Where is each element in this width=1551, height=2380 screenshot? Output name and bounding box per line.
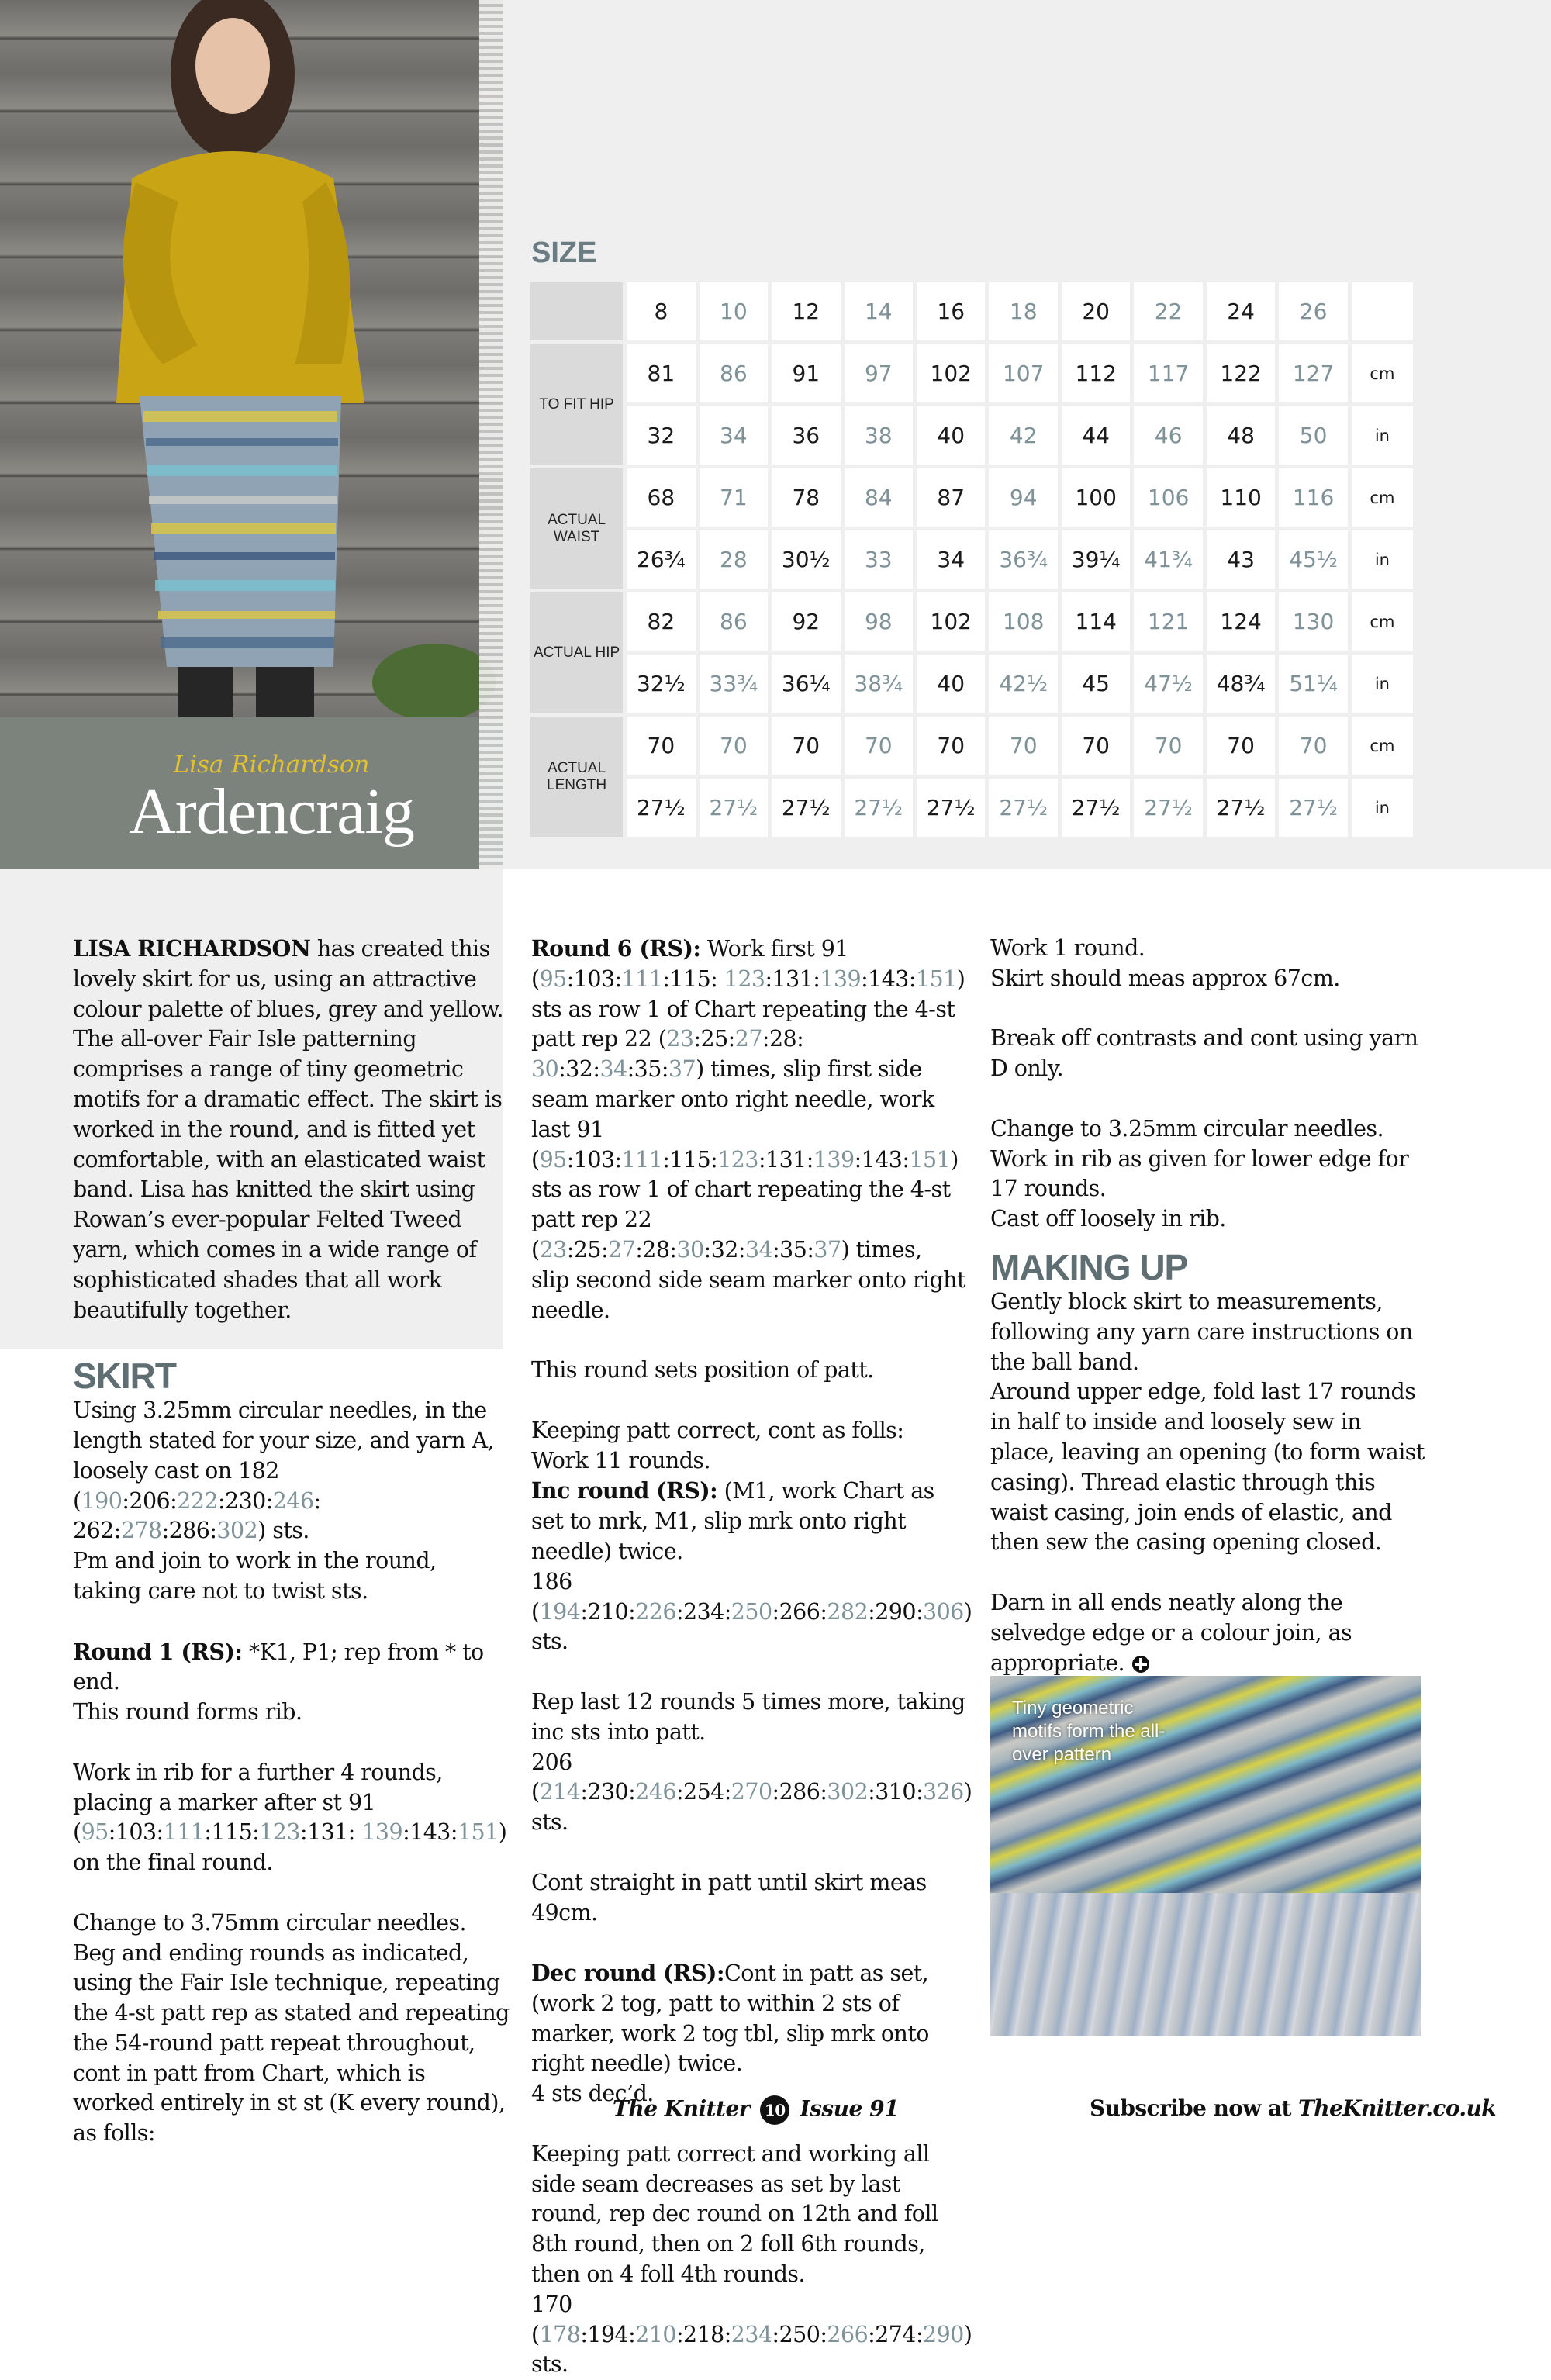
size-value-cell: 27½ bbox=[772, 779, 840, 837]
work-11: Work 11 rounds. bbox=[531, 1447, 710, 1473]
text-segment: Work first 91 ( bbox=[531, 936, 848, 992]
size-value-cell: 70 bbox=[1279, 717, 1347, 775]
column-2 bbox=[531, 934, 972, 2380]
unit-cell: in bbox=[1352, 779, 1413, 837]
size-value-cell: 33 bbox=[845, 530, 913, 589]
size-row bbox=[530, 406, 1413, 465]
text-segment: :310: bbox=[868, 1779, 924, 1805]
size-cell: 24 bbox=[1207, 282, 1275, 340]
size-value-cell: 38¾ bbox=[845, 655, 913, 713]
alt-size-value: 246 bbox=[272, 1487, 314, 1514]
size-value-cell: 81 bbox=[627, 344, 695, 402]
seq bbox=[531, 936, 965, 1323]
alt-size-value: 111 bbox=[621, 1146, 663, 1173]
round1-text: *K1, P1; rep from * to end. bbox=[73, 1639, 484, 1695]
column-3 bbox=[990, 934, 1425, 1708]
alt-size-value: 302 bbox=[827, 1779, 869, 1805]
alt-size-value: 151 bbox=[915, 965, 957, 992]
text-segment: :32: bbox=[558, 1056, 600, 1083]
text-segment: :266: bbox=[772, 1598, 827, 1625]
break-off-paragraph: Break off contrasts and cont using yarn D only. bbox=[990, 1025, 1418, 1082]
text-segment: :25: bbox=[566, 1236, 609, 1263]
unit-cell: cm bbox=[1352, 468, 1413, 527]
column-1 bbox=[73, 934, 511, 2179]
alt-size-value: 270 bbox=[731, 1779, 772, 1805]
text-segment: :194: bbox=[580, 2321, 636, 2347]
text-segment: :35: bbox=[627, 1056, 668, 1083]
dec-count: 4 sts dec’d. bbox=[531, 2081, 654, 2107]
size-value-cell: 48 bbox=[1207, 406, 1275, 465]
size-value-cell: 38 bbox=[845, 406, 913, 465]
text-segment: ) sts. bbox=[531, 1779, 972, 1836]
round6-label: Round 6 (RS): bbox=[531, 935, 701, 962]
text-segment: :131: bbox=[299, 1819, 362, 1846]
size-value-cell: 70 bbox=[700, 717, 768, 775]
swatch-caption: Tiny geometric motifs form the all-over pattern bbox=[1012, 1698, 1166, 1765]
unit-cell bbox=[1352, 282, 1413, 340]
size-value-cell: 47½ bbox=[1134, 655, 1202, 713]
size-row bbox=[530, 344, 1413, 402]
end-mark-icon bbox=[1131, 1655, 1150, 1674]
text-segment: 206 ( bbox=[531, 1749, 572, 1805]
size-value-cell: 82 bbox=[627, 592, 695, 651]
size-value-cell: 40 bbox=[917, 655, 985, 713]
alt-size-value: 194 bbox=[539, 1598, 581, 1625]
size-value-cell: 98 bbox=[845, 592, 913, 651]
text-segment: :230: bbox=[217, 1487, 273, 1514]
text-segment: :230: bbox=[580, 1779, 636, 1805]
size-value-cell: 42 bbox=[989, 406, 1057, 465]
page-number: 10 bbox=[760, 2095, 789, 2125]
alt-size-value: 151 bbox=[909, 1146, 951, 1173]
size-value-cell: 32½ bbox=[627, 655, 695, 713]
alt-size-value: 95 bbox=[539, 1146, 567, 1173]
size-value-cell: 41¾ bbox=[1134, 530, 1202, 589]
alt-size-value: 123 bbox=[724, 965, 765, 992]
size-value-cell: 70 bbox=[772, 717, 840, 775]
size-value-cell: 117 bbox=[1134, 344, 1202, 402]
alt-size-value: 139 bbox=[820, 965, 862, 992]
size-value-cell: 107 bbox=[989, 344, 1057, 402]
text-segment: :28: bbox=[762, 1026, 804, 1052]
alt-size-value: 27 bbox=[734, 1026, 762, 1052]
size-value-cell: 36¾ bbox=[989, 530, 1057, 589]
intro-paragraph bbox=[73, 934, 511, 1325]
text-segment: Using 3.25mm circular needles, in the length stated for your size, and yarn A, loosely cast on 182 ( bbox=[73, 1397, 494, 1514]
alt-size-value: 95 bbox=[539, 965, 567, 992]
size-value-cell: 87 bbox=[917, 468, 985, 527]
round6-paragraph bbox=[531, 934, 965, 1325]
row-label: TO FIT HIP bbox=[530, 344, 623, 465]
model-photo bbox=[0, 0, 503, 717]
alt-size-value: 111 bbox=[163, 1819, 205, 1846]
size-value-cell: 42½ bbox=[989, 655, 1057, 713]
darn-text: Darn in all ends neatly along the selvedge edge or a colour join, as appropriate. bbox=[990, 1589, 1352, 1676]
round1-label: Round 1 (RS): bbox=[73, 1638, 243, 1665]
text-segment: :115: bbox=[662, 965, 724, 992]
text-segment: :131: bbox=[765, 965, 820, 992]
alt-size-value: 151 bbox=[457, 1819, 499, 1846]
unit-cell: in bbox=[1352, 406, 1413, 465]
text-segment: :254: bbox=[675, 1779, 731, 1805]
size-cell: 12 bbox=[772, 282, 840, 340]
text-segment: :286: bbox=[772, 1779, 827, 1805]
size-value-cell: 28 bbox=[700, 530, 768, 589]
footer-subscribe[interactable] bbox=[1090, 2095, 1496, 2121]
alt-size-value: 123 bbox=[717, 1146, 758, 1173]
change-needles-paragraph: Change to 3.75mm circular needles. Beg and ending rounds as indicated, using the Fair Isle technique, repeating the 4-st patt rep as stated and repeating the 54-round patt repeat throughout, cont in patt from Chart, which is worked entirely in st st (K every round), as folls: bbox=[73, 1909, 510, 2147]
size-cell: 16 bbox=[917, 282, 985, 340]
intro-text: has created this lovely skirt for us, using an attractive colour palette of blues, grey and yellow. The all-over Fair Isle patterning comprises a range of tiny geometric motifs for a dramatic effect. The skirt is worked in the round, and is fitted yet comfortable, with an elasticated waist band. Lisa has knitted the skirt using Rowan’s ever-popular Felted Tweed yarn, which comes in a wide range of sophisticated shades that all work beautifully together. bbox=[73, 936, 503, 1323]
text-segment: :143: bbox=[402, 1819, 458, 1846]
size-row bbox=[530, 655, 1413, 713]
size-value-cell: 27½ bbox=[917, 779, 985, 837]
size-row bbox=[530, 592, 1413, 651]
unit-cell: in bbox=[1352, 530, 1413, 589]
seq bbox=[531, 2292, 972, 2347]
alt-size-value: 123 bbox=[259, 1819, 300, 1846]
size-value-cell: 70 bbox=[917, 717, 985, 775]
size-value-cell: 121 bbox=[1134, 592, 1202, 651]
size-value-cell: 33¾ bbox=[700, 655, 768, 713]
size-corner-cell bbox=[530, 282, 623, 340]
size-value-cell: 68 bbox=[627, 468, 695, 527]
size-value-cell: 51¼ bbox=[1279, 655, 1347, 713]
size-value-cell: 50 bbox=[1279, 406, 1347, 465]
size-value-cell: 114 bbox=[1062, 592, 1130, 651]
inc-text: (M1, work Chart as set to mrk, M1, slip mrk onto right needle) twice. bbox=[531, 1478, 934, 1564]
size-heading: SIZE bbox=[531, 237, 597, 269]
text-segment: :32: bbox=[703, 1236, 745, 1263]
text-segment: :286: bbox=[161, 1518, 217, 1544]
size-value-cell: 92 bbox=[772, 592, 840, 651]
issue-number: Issue 91 bbox=[800, 2095, 900, 2122]
size-cell: 18 bbox=[989, 282, 1057, 340]
block-paragraph: Gently block skirt to measurements, following any yarn care instructions on the ball band. bbox=[990, 1288, 1413, 1375]
alt-size-value: 178 bbox=[539, 2321, 581, 2347]
seq bbox=[531, 1750, 972, 1836]
size-value-cell: 43 bbox=[1207, 530, 1275, 589]
pattern-title: Ardencraig bbox=[129, 775, 414, 848]
alt-size-value: 290 bbox=[923, 2321, 964, 2347]
size-value-cell: 127 bbox=[1279, 344, 1347, 402]
size-value-cell: 70 bbox=[1062, 717, 1130, 775]
count-170-sts: sts. bbox=[531, 2351, 568, 2378]
text-segment: ) bbox=[963, 2321, 972, 2347]
keep-dec: Keeping patt correct and working all side seam decreases as set by last round, rep dec round on 12th and foll 8th round, then on 2 foll 6th rounds, then on 4 foll 4th rounds. bbox=[531, 2140, 938, 2288]
text-segment: ) on the final round. bbox=[73, 1819, 507, 1876]
change-paragraph: Change to 3.25mm circular needles. bbox=[990, 1115, 1384, 1142]
size-row bbox=[530, 717, 1413, 775]
alt-size-value: 302 bbox=[216, 1518, 258, 1544]
text-segment: :210: bbox=[580, 1598, 636, 1625]
text-segment: :103: bbox=[108, 1819, 164, 1846]
skirt-heading: SKIRT bbox=[73, 1356, 176, 1397]
alt-size-value: 246 bbox=[635, 1779, 676, 1805]
unit-cell: cm bbox=[1352, 592, 1413, 651]
text-segment: :250: bbox=[772, 2321, 827, 2347]
dec-text: Cont in patt as set, (work 2 tog, patt to within 2 sts of marker, work 2 tog tbl, slip mrk onto right needle) twice. bbox=[531, 1960, 929, 2077]
designer-name: Lisa Richardson bbox=[173, 751, 370, 779]
text-segment: :206: bbox=[122, 1487, 178, 1514]
size-value-cell: 39¼ bbox=[1062, 530, 1130, 589]
size-value-cell: 40 bbox=[917, 406, 985, 465]
keep-patt: Keeping patt correct, cont as folls: bbox=[531, 1417, 904, 1443]
text-segment: 170 ( bbox=[531, 2291, 572, 2347]
dec-label: Dec round (RS): bbox=[531, 1960, 724, 1987]
size-cell: 14 bbox=[845, 282, 913, 340]
alt-size-value: 111 bbox=[621, 965, 663, 992]
size-table bbox=[527, 278, 1417, 841]
alt-size-value: 234 bbox=[731, 2321, 772, 2347]
size-value-cell: 78 bbox=[772, 468, 840, 527]
size-value-cell: 116 bbox=[1279, 468, 1347, 527]
alt-size-value: 226 bbox=[635, 1598, 676, 1625]
text-segment: :103: bbox=[566, 965, 622, 992]
text-segment: :131: bbox=[758, 1146, 813, 1173]
size-cell: 8 bbox=[627, 282, 695, 340]
size-value-cell: 34 bbox=[917, 530, 985, 589]
size-value-cell: 36¼ bbox=[772, 655, 840, 713]
size-cell: 26 bbox=[1279, 282, 1347, 340]
alt-size-value: 139 bbox=[361, 1819, 403, 1846]
size-value-cell: 94 bbox=[989, 468, 1057, 527]
size-value-cell: 45 bbox=[1062, 655, 1130, 713]
text-segment: :290: bbox=[868, 1598, 924, 1625]
size-value-cell: 44 bbox=[1062, 406, 1130, 465]
model-figure bbox=[0, 0, 503, 717]
size-value-cell: 110 bbox=[1207, 468, 1275, 527]
sets-position: This round sets position of patt. bbox=[531, 1357, 874, 1383]
size-value-cell: 97 bbox=[845, 344, 913, 402]
rib-paragraph bbox=[73, 1758, 511, 1878]
size-row bbox=[530, 530, 1413, 589]
alt-size-value: 190 bbox=[81, 1487, 123, 1514]
text-segment: Work in rib for a further 4 rounds, placing a marker after st 91 ( bbox=[73, 1759, 443, 1846]
work-1-round: Work 1 round. bbox=[990, 935, 1145, 961]
round1-sets: This round forms rib. bbox=[73, 1699, 302, 1725]
size-value-cell: 36 bbox=[772, 406, 840, 465]
size-value-cell: 102 bbox=[917, 344, 985, 402]
text-segment: :143: bbox=[861, 965, 916, 992]
size-cell: 10 bbox=[700, 282, 768, 340]
subscribe-site[interactable]: TheKnitter.co.uk bbox=[1298, 2095, 1497, 2121]
size-cell: 20 bbox=[1062, 282, 1130, 340]
size-value-cell: 124 bbox=[1207, 592, 1275, 651]
alt-size-value: 326 bbox=[923, 1779, 964, 1805]
cast-off-paragraph: Cast off loosely in rib. bbox=[990, 1206, 1226, 1232]
text-segment: ) times, slip second side seam marker onto right needle. bbox=[531, 1236, 965, 1323]
text-segment: :143: bbox=[854, 1146, 910, 1173]
alt-size-value: 278 bbox=[120, 1518, 162, 1544]
text-segment: ) sts. bbox=[257, 1518, 309, 1544]
text-segment: :35: bbox=[772, 1236, 814, 1263]
text-segment: : 262: bbox=[73, 1487, 321, 1544]
size-value-cell: 34 bbox=[700, 406, 768, 465]
size-value-cell: 70 bbox=[1134, 717, 1202, 775]
unit-cell: cm bbox=[1352, 344, 1413, 402]
row-label: ACTUAL HIP bbox=[530, 592, 623, 713]
size-value-cell: 27½ bbox=[1279, 779, 1347, 837]
alt-size-value: 30 bbox=[676, 1236, 704, 1263]
alt-size-value: 37 bbox=[813, 1236, 841, 1263]
size-value-cell: 45½ bbox=[1279, 530, 1347, 589]
size-value-cell: 84 bbox=[845, 468, 913, 527]
seq bbox=[531, 1569, 972, 1655]
size-value-cell: 130 bbox=[1279, 592, 1347, 651]
count-206 bbox=[531, 1748, 972, 1838]
size-value-cell: 27½ bbox=[700, 779, 768, 837]
size-value-cell: 71 bbox=[700, 468, 768, 527]
join-paragraph: Pm and join to work in the round, taking care not to twist sts. bbox=[73, 1548, 437, 1604]
alt-size-value: 95 bbox=[81, 1819, 109, 1846]
alt-size-value: 139 bbox=[813, 1146, 855, 1173]
size-value-cell: 27½ bbox=[627, 779, 695, 837]
size-value-cell: 112 bbox=[1062, 344, 1130, 402]
alt-size-value: 34 bbox=[744, 1236, 773, 1263]
size-value-cell: 46 bbox=[1134, 406, 1202, 465]
size-row-header bbox=[530, 282, 1413, 340]
text-segment: ) sts. bbox=[531, 1598, 972, 1655]
size-value-cell: 100 bbox=[1062, 468, 1130, 527]
inc-count bbox=[531, 1567, 972, 1657]
size-value-cell: 26¾ bbox=[627, 530, 695, 589]
size-value-cell: 27½ bbox=[989, 779, 1057, 837]
seq bbox=[73, 1760, 506, 1875]
size-value-cell: 86 bbox=[700, 344, 768, 402]
alt-size-value: 306 bbox=[923, 1598, 964, 1625]
size-value-cell: 108 bbox=[989, 592, 1057, 651]
size-value-cell: 70 bbox=[627, 717, 695, 775]
alt-size-value: 34 bbox=[599, 1056, 627, 1083]
text-segment: ) sts as row 1 of Chart repeating the 4-st patt rep 22 ( bbox=[531, 965, 965, 1052]
row-label: ACTUAL WAIST bbox=[530, 468, 623, 589]
meas-paragraph: Skirt should meas approx 67cm. bbox=[990, 965, 1340, 991]
size-value-cell: 32 bbox=[627, 406, 695, 465]
unit-cell: cm bbox=[1352, 717, 1413, 775]
inc-label: Inc round (RS): bbox=[531, 1477, 718, 1504]
alt-size-value: 266 bbox=[827, 2321, 869, 2347]
alt-size-value: 250 bbox=[731, 1598, 772, 1625]
intro-designer: LISA RICHARDSON bbox=[73, 935, 311, 962]
text-segment: 186 ( bbox=[531, 1568, 572, 1625]
text-segment: ) times, slip first side seam marker onto right needle, work last 91 ( bbox=[531, 1056, 934, 1173]
alt-size-value: 23 bbox=[539, 1236, 567, 1263]
seq bbox=[73, 1397, 494, 1543]
inc-round bbox=[531, 1476, 965, 1567]
size-value-cell: 27½ bbox=[1062, 779, 1130, 837]
magazine-name: The Knitter bbox=[613, 2095, 751, 2122]
size-value-cell: 70 bbox=[1207, 717, 1275, 775]
size-value-cell: 27½ bbox=[1134, 779, 1202, 837]
footer-magazine bbox=[613, 2095, 899, 2125]
alt-size-value: 210 bbox=[635, 2321, 676, 2347]
text-segment: :28: bbox=[635, 1236, 677, 1263]
rib-rounds-paragraph: Work in rib as given for lower edge for 17 rounds. bbox=[990, 1145, 1409, 1202]
size-cell: 22 bbox=[1134, 282, 1202, 340]
size-value-cell: 27½ bbox=[845, 779, 913, 837]
unit-cell: in bbox=[1352, 655, 1413, 713]
dec-round bbox=[531, 1958, 965, 2079]
subscribe-text: Subscribe now at bbox=[1090, 2095, 1299, 2121]
alt-size-value: 222 bbox=[177, 1487, 218, 1514]
alt-size-value: 282 bbox=[827, 1598, 869, 1625]
size-row bbox=[530, 468, 1413, 527]
size-value-cell: 48¾ bbox=[1207, 655, 1275, 713]
alt-size-value: 23 bbox=[666, 1026, 694, 1052]
cont-straight: Cont straight in patt until skirt meas 49cm. bbox=[531, 1869, 927, 1926]
row-label: ACTUAL LENGTH bbox=[530, 717, 623, 837]
size-value-cell: 70 bbox=[845, 717, 913, 775]
darn-paragraph bbox=[990, 1588, 1425, 1678]
size-value-cell: 86 bbox=[700, 592, 768, 651]
decorative-edge bbox=[479, 0, 503, 869]
text-segment: :25: bbox=[693, 1026, 735, 1052]
text-segment: :274: bbox=[868, 2321, 924, 2347]
size-value-cell: 102 bbox=[917, 592, 985, 651]
alt-size-value: 37 bbox=[668, 1056, 696, 1083]
fold-paragraph: Around upper edge, fold last 17 rounds in half to inside and loosely sew in place, leaving an opening (to form waist casing). Thread elastic through this waist casing, join ends of elastic, and then sew the casing opening closed. bbox=[990, 1379, 1425, 1556]
size-value-cell: 27½ bbox=[1207, 779, 1275, 837]
size-value-cell: 70 bbox=[989, 717, 1057, 775]
rep-12: Rep last 12 rounds 5 times more, taking inc sts into patt. bbox=[531, 1688, 965, 1745]
swatch-rib bbox=[990, 1893, 1421, 2036]
text-segment: :234: bbox=[675, 1598, 731, 1625]
size-value-cell: 91 bbox=[772, 344, 840, 402]
text-segment: :115: bbox=[662, 1146, 718, 1173]
text-segment: :218: bbox=[675, 2321, 731, 2347]
cast-on-paragraph bbox=[73, 1396, 511, 1546]
size-value-cell: 106 bbox=[1134, 468, 1202, 527]
text-segment: :115: bbox=[204, 1819, 260, 1846]
size-value-cell: 30½ bbox=[772, 530, 840, 589]
round1-paragraph bbox=[73, 1637, 511, 1698]
count-170 bbox=[531, 2290, 972, 2351]
alt-size-value: 30 bbox=[531, 1056, 559, 1083]
alt-size-value: 214 bbox=[539, 1779, 581, 1805]
size-row bbox=[530, 779, 1413, 837]
text-segment: ) sts as row 1 of chart repeating the 4-st patt rep 22 ( bbox=[531, 1146, 959, 1263]
making-up-heading: MAKING UP bbox=[990, 1246, 1188, 1287]
text-segment: :103: bbox=[566, 1146, 622, 1173]
alt-size-value: 27 bbox=[608, 1236, 636, 1263]
size-value-cell: 122 bbox=[1207, 344, 1275, 402]
